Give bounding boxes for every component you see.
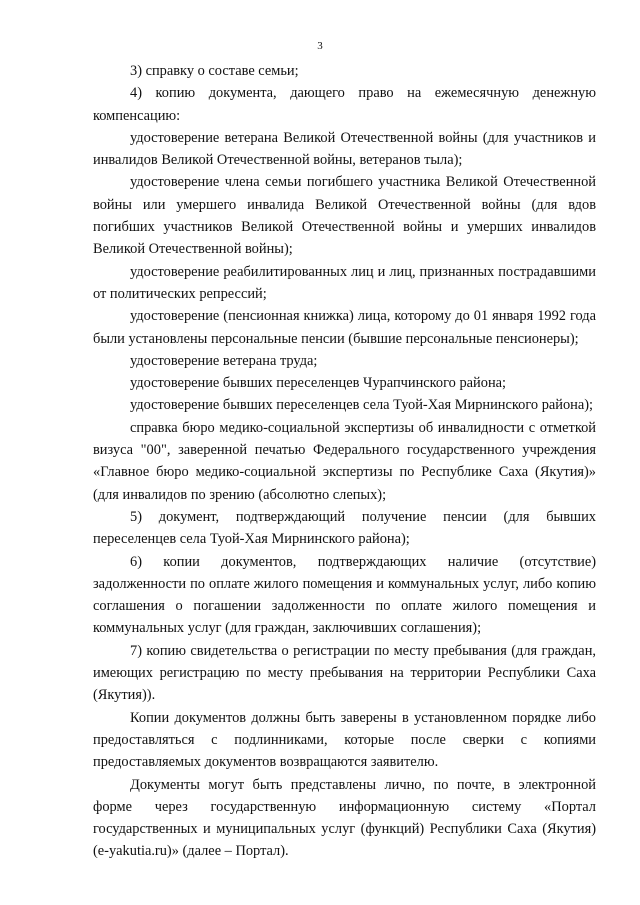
paragraph: удостоверение члена семьи погибшего участника Великой Отечественной войны или умершего инвалида Великой Отечественной войны (для вдов погибших участников Великой Отечественной войны и умерших инвалидов Великой Отечественной войны); <box>93 174 596 258</box>
paragraph: справка бюро медико-социальной экспертизы об инвалидности с отметкой визуса "00", заверенной печатью Федерального государственного учреждения «Главное бюро медико-социальной экспертизы по Республике Саха (Якутия)» (для инвалидов по зрению (абсолютно слепых); <box>93 419 596 503</box>
paragraph: удостоверение (пенсионная книжка) лица, которому до 01 января 1992 года были установлены персональные пенсии (бывшие персональные пенсионеры); <box>93 308 596 347</box>
paragraph: 7) копию свидетельства о регистрации по месту пребывания (для граждан, имеющих регистрацию по месту пребывания на территории Республики Саха (Якутия)). <box>93 642 596 704</box>
paragraph: Документы могут быть представлены лично, по почте, в электронной форме через государственную информационную систему «Портал государственных и муниципальных услуг (функций) Республики Саха (Якутия) (e-yakutia.ru)» (далее – Портал). <box>93 776 596 860</box>
paragraph: удостоверение ветерана труда; <box>130 352 318 369</box>
paragraph: 3) справку о составе семьи; <box>130 63 299 79</box>
paragraph: Копии документов должны быть заверены в установленном порядке либо предоставляться с подлинниками, которые после сверки с копиями предоставляемых документов возвращаются заявителю. <box>93 709 596 771</box>
paragraph: удостоверение ветерана Великой Отечественной войны (для участников и инвалидов Великой Отечественной войны, ветеранов тыла); <box>93 129 596 169</box>
paragraph: удостоверение бывших переселенцев села Туой-Хая Мирнинского района); <box>130 397 594 414</box>
paragraph: 4) копию документа, дающего право на ежемесячную денежную компенсацию: <box>93 85 596 124</box>
paragraph: удостоверение бывших переселенцев Чурапчинского района; <box>130 375 507 392</box>
page-number: 3 <box>317 40 323 52</box>
paragraph: 6) копии документов, подтверждающих наличие (отсутствие) задолженности по оплате жилого помещения и коммунальных услуг, либо копию соглашения о погашении задолженности по оплате жилого помещения и коммунальных услуг (для граждан, заключивших соглашения); <box>93 553 596 637</box>
document-body <box>93 60 596 863</box>
paragraph: удостоверение реабилитированных лиц и лиц, признанных пострадавшими от политических репрессий; <box>93 263 596 302</box>
paragraph: 5) документ, подтверждающий получение пенсии (для бывших переселенцев села Туой-Хая Мирнинского района); <box>93 508 596 548</box>
